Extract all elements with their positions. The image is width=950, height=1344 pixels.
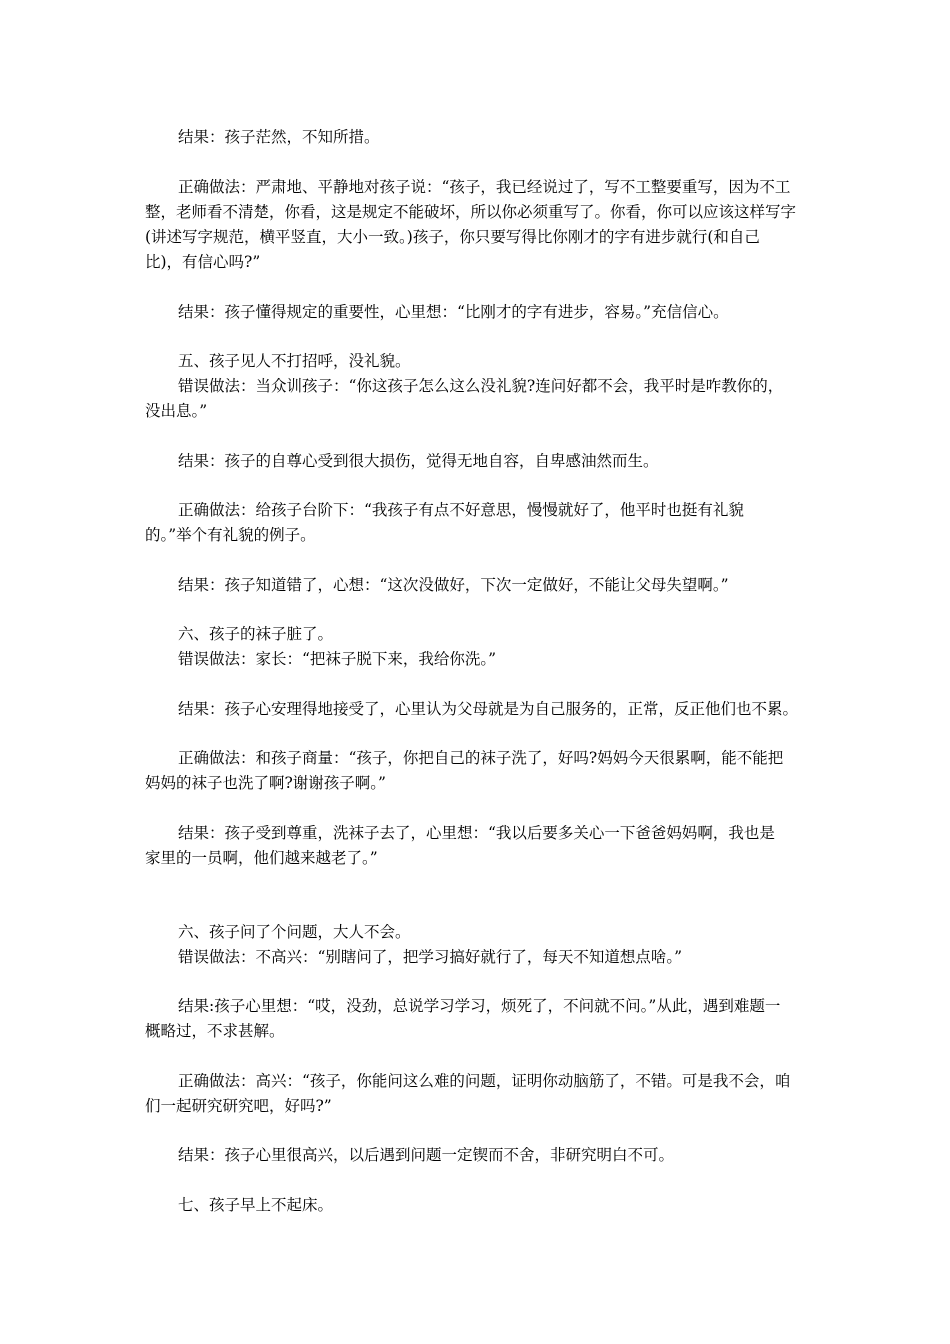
paragraph-line: 结果：孩子的自尊心受到很大损伤，觉得无地自容，自卑感油然而生。 bbox=[178, 452, 659, 470]
paragraph-line: 整，老师看不清楚，你看，这是规定不能破坏，所以你必须重写了。你看，你可以应该这样写字 bbox=[145, 203, 797, 221]
paragraph-line: 的。”举个有礼貌的例子。 bbox=[145, 526, 316, 544]
paragraph-line: 正确做法：高兴：“孩子，你能问这么难的问题，证明你动脑筋了，不错。可是我不会，咱 bbox=[178, 1072, 791, 1090]
paragraph-line: (讲述写字规范，横平竖直，大小一致。)孩子，你只要写得比你刚才的字有进步就行(和自己 bbox=[145, 228, 760, 246]
section-heading: 七、孩子早上不起床。 bbox=[178, 1196, 334, 1214]
section-heading: 六、孩子的袜子脏了。 bbox=[178, 625, 334, 643]
paragraph-line: 家里的一员啊，他们越来越老了。” bbox=[145, 849, 378, 867]
paragraph-line: 错误做法：不高兴：“别瞎问了，把学习搞好就行了，每天不知道想点啥。” bbox=[178, 948, 683, 966]
paragraph-line: 结果：孩子心安理得地接受了，心里认为父母就是为自己服务的，正常，反正他们也不累。 bbox=[178, 700, 799, 718]
paragraph-line: 结果：孩子茫然，不知所措。 bbox=[178, 128, 380, 146]
paragraph-line: 结果：孩子受到尊重，洗袜子去了，心里想：“我以后要多关心一下爸爸妈妈啊，我也是 bbox=[178, 824, 775, 842]
paragraph-line: 概略过，不求甚解。 bbox=[145, 1022, 285, 1040]
paragraph-line: 正确做法：和孩子商量：“孩子，你把自己的袜子洗了，好吗?妈妈今天很累啊，能不能把 bbox=[178, 749, 784, 767]
paragraph-line: 们一起研究研究吧，好吗?” bbox=[145, 1097, 332, 1115]
paragraph-line: 妈妈的袜子也洗了啊?谢谢孩子啊。” bbox=[145, 774, 386, 792]
paragraph-line: 错误做法：家长：“把袜子脱下来，我给你洗。” bbox=[178, 650, 497, 668]
section-heading: 五、孩子见人不打招呼，没礼貌。 bbox=[178, 352, 411, 370]
paragraph-line: 正确做法：给孩子台阶下：“我孩子有点不好意思，慢慢就好了，他平时也挺有礼貌 bbox=[178, 501, 744, 519]
paragraph-line: 没出息。” bbox=[145, 402, 208, 420]
paragraph-line: 结果：孩子心里很高兴，以后遇到问题一定锲而不舍，非研究明白不可。 bbox=[178, 1146, 675, 1164]
paragraph-line: 正确做法：严肃地、平静地对孩子说：“孩子，我已经说过了，写不工整要重写，因为不工 bbox=[178, 178, 791, 196]
paragraph-line: 结果：孩子知道错了，心想：“这次没做好，下次一定做好，不能让父母失望啊。” bbox=[178, 576, 729, 594]
paragraph-line: 比)，有信心吗?” bbox=[145, 253, 261, 271]
paragraph-line: 错误做法：当众训孩子：“你这孩子怎么这么没礼貌?连问好都不会，我平时是咋教你的， bbox=[178, 377, 784, 395]
paragraph-line: 结果:孩子心里想：“哎，没劲，总说学习学习，烦死了，不问就不问。”从此，遇到难题一 bbox=[178, 997, 781, 1015]
section-heading: 六、孩子问了个问题，大人不会。 bbox=[178, 923, 411, 941]
paragraph-line: 结果：孩子懂得规定的重要性，心里想：“比刚才的字有进步，容易。”充信信心。 bbox=[178, 303, 729, 321]
